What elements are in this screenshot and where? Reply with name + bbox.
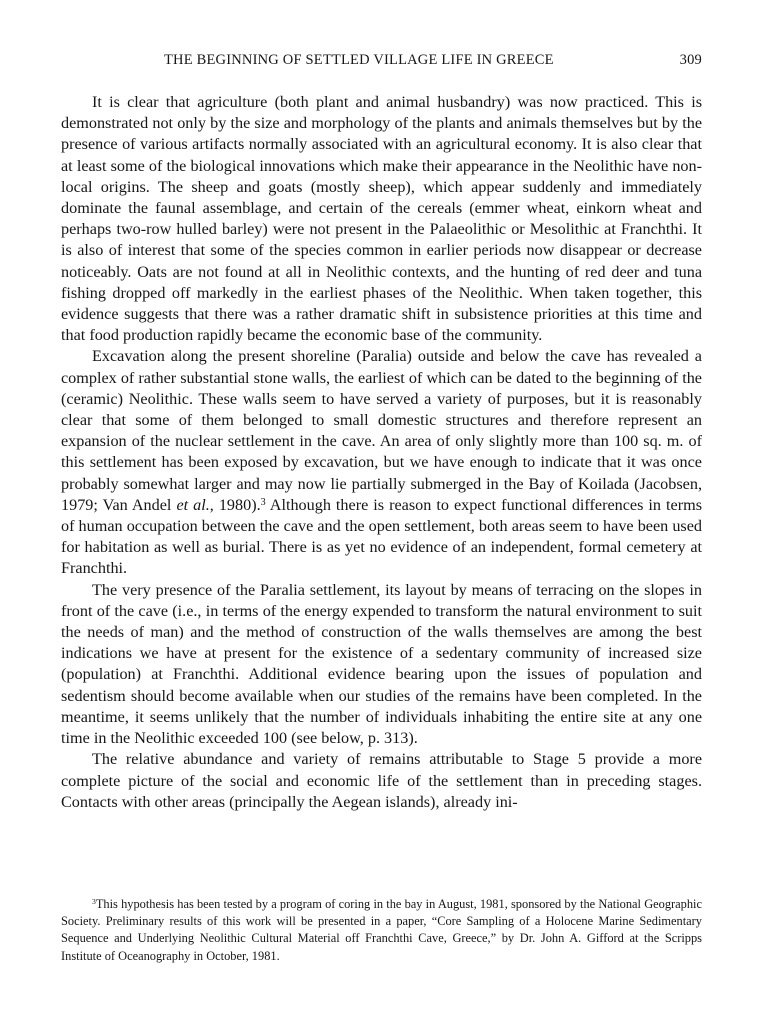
footnote-text: This hypothesis has been tested by a program of coring in the bay in August, 1981, sponsored by the National Geographic Society. Preliminary results of this work will be presented in a paper, “Core Sampling of a Holocene Marine Sedimentary Sequence and Underlying Neolithic Cultural Material off Franchthi Cave, Greece,” by Dr. John A. Gifford at the Scripps Institute of Oceanography in October, 1981. [61,897,702,963]
paragraph-text: Excavation along the present shoreline (Paralia) outside and below the cave has revealed a complex of rather substantial stone walls, the earliest of which can be dated to the beginning of the (ceramic) Neolithic. These walls seem to have served a variety of purposes, but it is reasonably clear that some of them belonged to small domestic structures and therefore represent an expansion of the nuclear settlement in the cave. An area of only slightly more than 100 sq. m. of this settlement has been exposed by excavation, but we have enough to indicate that it was once probably somewhat larger and may now lie partially submerged in the Bay of Koilada (Jacobsen, 1979; Van Andel [61,347,702,514]
body-text [61,92,702,813]
paragraph-agriculture: It is clear that agriculture (both plant and animal husbandry) was now practiced. This is demonstrated not only by the size and morphology of the plants and animals themselves but by the presence of various artifacts normally associated with an agricultural economy. It is also clear that at least some of the biological innovations which make their appearance in the Neolithic have non-local origins. The sheep and goats (mostly sheep), which appear suddenly and immediately dominate the faunal assemblage, and certain of the cereals (emmer wheat, einkorn wheat and perhaps two-row hulled barley) were not present in the Palaeolithic or Mesolithic at Franchthi. It is also of interest that some of the species common in earlier periods now disappear or decrease noticeably. Oats are not found at all in Neolithic contexts, and the hunting of red deer and tuna fishing dropped off markedly in the earliest phases of the Neolithic. When taken together, this evidence suggests that there was a rather dramatic shift in subsistence priorities at this time and that food production rapidly became the economic base of the community. [61,93,702,345]
paragraph-paralia-settlement: The very presence of the Paralia settlement, its layout by means of terracing on the slopes in front of the cave (i.e., in terms of the energy expended to transform the natural environment to suit the needs of man) and the method of construction of the walls themselves are among the best indications we have at present for the existence of a sedentary community of increased size (population) at Franchthi. Additional evidence bearing upon the issues of population and sedentism should become available when our studies of the remains have been completed. In the meantime, it seems unlikely that the number of individuals inhabiting the entire site at any one time in the Neolithic exceeded 100 (see below, p. 313). [61,580,702,748]
paragraph-text: , 1980). [209,495,261,514]
paragraph-text: Although there is reason to expect functional differences in terms of human occupation between the cave and the open settlement, both areas seem to have been used for habitation as well as burial. There is as yet no evidence of an independent, formal cemetery at Franchthi. [61,495,702,578]
footnote-3 [61,896,702,965]
paragraph-paralia-excavation [61,346,702,579]
running-head [90,52,702,76]
page-number: 309 [679,52,702,68]
footnotes [61,896,702,965]
paragraph-stage-5: The relative abundance and variety of remains attributable to Stage 5 provide a more complete picture of the social and economic life of the settlement than in preceding stages. Contacts with other areas (principally the Aegean islands), already ini- [61,750,702,811]
italic-et-al: et al. [176,495,210,514]
footnote-reference: 3 [260,496,266,508]
running-head-title: THE BEGINNING OF SETTLED VILLAGE LIFE IN GREECE [164,52,554,68]
footnote-marker: 3 [92,897,96,907]
